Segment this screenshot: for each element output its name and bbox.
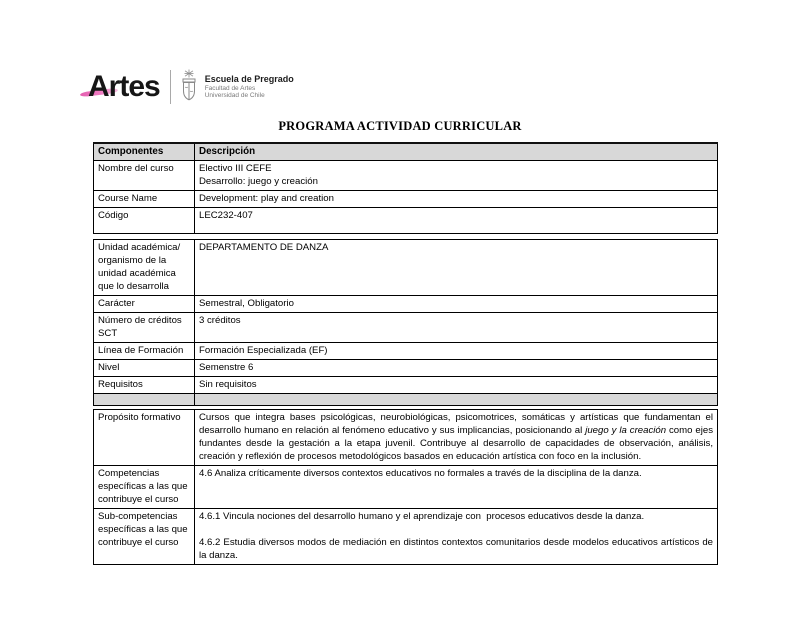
row-value-linea: Formación Especializada (EF) bbox=[195, 343, 718, 360]
artes-logo bbox=[88, 70, 160, 104]
row-label-caracter: Carácter bbox=[94, 296, 195, 313]
table-row bbox=[94, 191, 718, 208]
row-label-requisitos: Requisitos bbox=[94, 377, 195, 394]
org-faculty-name: Facultad de Artes bbox=[204, 84, 256, 92]
col-header-componentes: Componentes bbox=[94, 143, 195, 161]
row-label-subcompetencias: Sub-competencias específicas a las que contribuye el curso bbox=[94, 509, 195, 565]
table-header-row bbox=[94, 143, 718, 161]
row-value-subcompetencias bbox=[195, 509, 718, 565]
artes-wordmark: Artes bbox=[88, 70, 160, 103]
subcompetencia-item-2: 4.6.2 Estudia diversos modos de mediación en distintos contextos comunitarios desde modelos educativos artísticos de la danza. bbox=[199, 537, 713, 561]
table-row bbox=[94, 410, 718, 466]
proposito-text-after: como ejes fundantes desde la gestación a la etapa juvenil. Contribuye al desarrollo de capacidades de observación, análisis, creación y reflexión de procesos metodológicos basados en educación artística con foco en la inclusión. bbox=[199, 425, 713, 462]
proposito-text-before: Cursos que integra bases psicológicas, neurobiológicas, psicomotrices, somáticas y artísticas que fundamentan el desarrollo humano en relación al fenómeno educativo y sus implicancias, posicionando al bbox=[199, 412, 713, 436]
row-value-nivel: Semenstre 6 bbox=[195, 360, 718, 377]
row-label-course-name: Course Name bbox=[94, 191, 195, 208]
org-text-block bbox=[205, 74, 294, 100]
university-crest-icon bbox=[179, 69, 199, 105]
row-value-caracter: Semestral, Obligatorio bbox=[195, 296, 718, 313]
table-row bbox=[94, 343, 718, 360]
row-label-creditos: Número de créditos SCT bbox=[94, 313, 195, 343]
page-title: PROGRAMA ACTIVIDAD CURRICULAR bbox=[278, 119, 522, 133]
org-university-name: Universidad de Chile bbox=[204, 92, 265, 100]
proposito-text-italic: juego y la creación bbox=[585, 425, 667, 436]
row-label-competencias: Competencias específicas a las que contribuye el curso bbox=[94, 466, 195, 509]
header-logo bbox=[88, 66, 294, 108]
curriculum-table-group bbox=[93, 142, 718, 565]
table-row bbox=[94, 161, 718, 191]
row-value-course-name: Development: play and creation bbox=[195, 191, 718, 208]
table-course-admin bbox=[93, 239, 718, 406]
row-label-proposito: Propósito formativo bbox=[94, 410, 195, 466]
row-value-competencias: 4.6 Analiza críticamente diversos contextos educativos no formales a través de la disciplina de la danza. bbox=[195, 466, 718, 509]
row-value-nombre bbox=[195, 161, 718, 191]
col-header-descripcion: Descripción bbox=[195, 143, 718, 161]
spacer-cell bbox=[195, 394, 718, 406]
row-label-linea: Línea de Formación bbox=[94, 343, 195, 360]
row-label-nombre: Nombre del curso bbox=[94, 161, 195, 191]
table-row bbox=[94, 208, 718, 234]
table-row bbox=[94, 360, 718, 377]
table-course-identity bbox=[93, 142, 718, 234]
row-value-codigo: LEC232-407 bbox=[195, 208, 718, 234]
subcompetencia-item-1: 4.6.1 Vincula nociones del desarrollo humano y el aprendizaje con procesos educativos desde la danza. bbox=[199, 511, 645, 522]
table-row bbox=[94, 377, 718, 394]
table-row bbox=[94, 509, 718, 565]
row-value-proposito bbox=[195, 410, 718, 466]
logo-divider bbox=[170, 70, 171, 104]
spacer-cell bbox=[94, 394, 195, 406]
course-name-es-line2: Desarrollo: juego y creación bbox=[199, 176, 318, 187]
table-row-spacer-shaded bbox=[94, 394, 718, 406]
table-row bbox=[94, 240, 718, 296]
table-row bbox=[94, 466, 718, 509]
row-value-unidad: DEPARTAMENTO DE DANZA bbox=[195, 240, 718, 296]
row-label-nivel: Nivel bbox=[94, 360, 195, 377]
table-course-competencies bbox=[93, 409, 718, 565]
table-row bbox=[94, 296, 718, 313]
course-name-es-line1: Electivo III CEFE bbox=[199, 163, 272, 174]
table-row bbox=[94, 313, 718, 343]
row-value-requisitos: Sin requisitos bbox=[195, 377, 718, 394]
row-value-creditos: 3 créditos bbox=[195, 313, 718, 343]
row-label-unidad: Unidad académica/ organismo de la unidad académica que lo desarrolla bbox=[94, 240, 195, 296]
org-school-name: Escuela de Pregrado bbox=[204, 74, 294, 85]
row-label-codigo: Código bbox=[94, 208, 195, 234]
